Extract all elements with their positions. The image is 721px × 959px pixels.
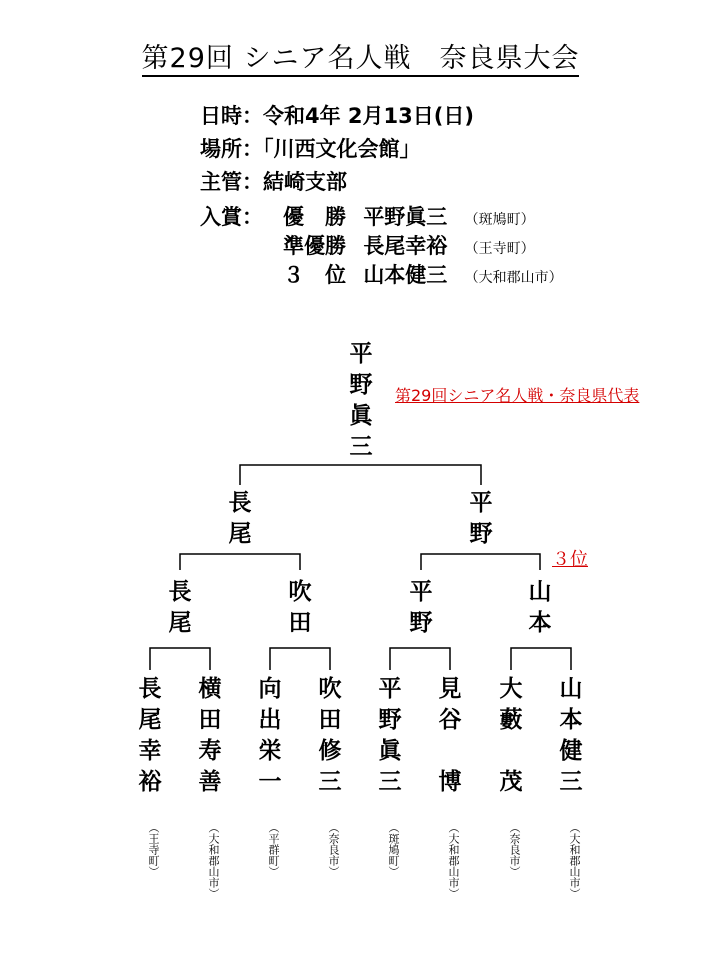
prize-name: 平野眞三: [363, 205, 448, 229]
prize-rank: 準優勝: [283, 234, 346, 258]
player-7-name: 大 藪 茂: [499, 676, 523, 795]
page-title-text: 第29回 シニア名人戦 奈良県大会: [142, 43, 580, 77]
prize-name: 山本健三: [363, 263, 448, 287]
semifinalist-1: 長 尾: [168, 579, 192, 636]
event-host: 主管：結崎支部: [200, 170, 347, 194]
finalist-right: 平 野: [469, 490, 493, 547]
player-4-name: 吹 田 修 三: [318, 676, 342, 795]
champion-name: 平 野 眞 三: [349, 341, 373, 460]
player-7-origin: （奈良市）: [508, 822, 521, 877]
event-date: 日時：令和4年 2月13日(日): [200, 104, 474, 128]
finalist-left: 長 尾: [228, 490, 252, 547]
prize-name: 長尾幸裕: [363, 234, 448, 258]
prize-town: （斑鳩町）: [464, 212, 535, 228]
quarter-2-bracket-line: [270, 648, 330, 670]
player-8-origin: （大和郡山市）: [568, 822, 581, 899]
player-4-origin: （奈良市）: [327, 822, 340, 877]
semifinal-right-bracket-line: [421, 554, 540, 570]
player-3-name: 向 出 栄 一: [258, 676, 282, 795]
semifinal-left-bracket-line: [180, 554, 300, 570]
player-5-origin: （斑鳩町）: [387, 822, 400, 877]
semifinalist-2: 吹 田: [288, 579, 312, 636]
third-place-note: ３位: [552, 549, 588, 570]
quarter-3-bracket-line: [390, 648, 450, 670]
quarter-4-bracket-line: [511, 648, 571, 670]
player-5-name: 平 野 眞 三: [378, 676, 402, 795]
prize-rank: ３ 位: [283, 263, 346, 287]
player-2-name: 横 田 寿 善: [198, 676, 222, 795]
semifinalist-4: 山 本: [528, 579, 552, 636]
prize-town: （大和郡山市）: [464, 270, 563, 286]
prize-label: 入賞：: [200, 205, 263, 229]
prize-town: （王寺町）: [464, 241, 535, 257]
final-bracket-line: [240, 465, 481, 485]
semifinalist-3: 平 野: [409, 579, 433, 636]
player-2-origin: （大和郡山市）: [207, 822, 220, 899]
prize-rank: 優 勝: [283, 205, 346, 229]
player-3-origin: （平群町）: [267, 822, 280, 877]
player-6-name: 見 谷 博: [438, 676, 462, 795]
player-8-name: 山 本 健 三: [559, 676, 583, 795]
player-1-origin: （王寺町）: [147, 822, 160, 877]
player-1-name: 長 尾 幸 裕: [138, 676, 162, 795]
player-6-origin: （大和郡山市）: [447, 822, 460, 899]
quarter-1-bracket-line: [150, 648, 210, 670]
champion-note: 第29回シニア名人戦・奈良県代表: [395, 386, 640, 405]
event-place: 場所：「川西文化会館」: [200, 137, 421, 161]
